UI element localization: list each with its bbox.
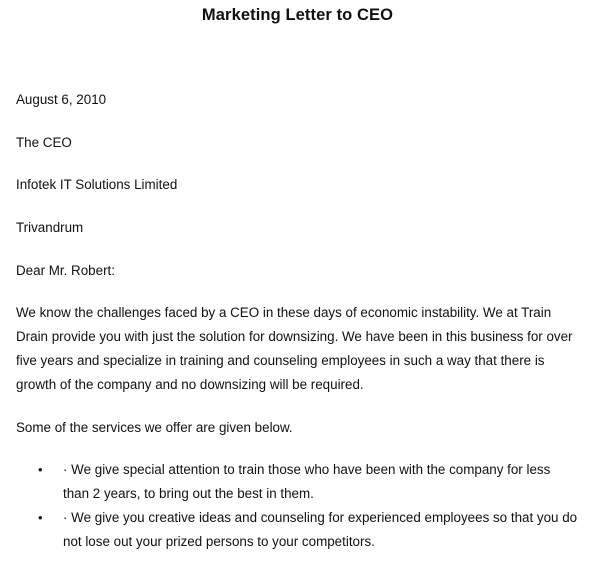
bullet-icon: •: [38, 462, 43, 477]
list-item-text: [63, 506, 590, 554]
intro-paragraph: [16, 301, 588, 397]
document-title: Marketing Letter to CEO: [201, 6, 394, 24]
recipient-city: Trivandrum: [16, 220, 84, 235]
intro-line: five years and specialize in training and counseling employees in such a way that there is: [16, 353, 545, 368]
bullet-icon: •: [38, 510, 43, 525]
list-item-line: than 2 years, to bring out the best in them.: [63, 486, 314, 501]
services-list: [38, 458, 590, 554]
list-item: [38, 458, 590, 506]
services-intro: Some of the services we offer are given below.: [16, 420, 293, 435]
list-item-line: · We give special attention to train those who have been with the company for less: [63, 462, 551, 477]
intro-line: We know the challenges faced by a CEO in these days of economic instability. We at Train: [16, 305, 552, 320]
list-item-text: [63, 458, 590, 506]
list-item-line: · We give you creative ideas and counseling for experienced employees so that you do: [63, 510, 578, 525]
list-item-line: not lose out your prized persons to your competitors.: [63, 534, 375, 549]
list-item: [38, 506, 590, 554]
intro-line: growth of the company and no downsizing will be required.: [16, 377, 364, 392]
recipient-title: The CEO: [16, 135, 72, 150]
salutation: Dear Mr. Robert:: [16, 263, 115, 278]
recipient-company: Infotek IT Solutions Limited: [16, 177, 178, 192]
intro-line: Drain provide you with just the solution for downsizing. We have been in this business for over: [16, 329, 573, 344]
letter-date: August 6, 2010: [16, 92, 107, 107]
